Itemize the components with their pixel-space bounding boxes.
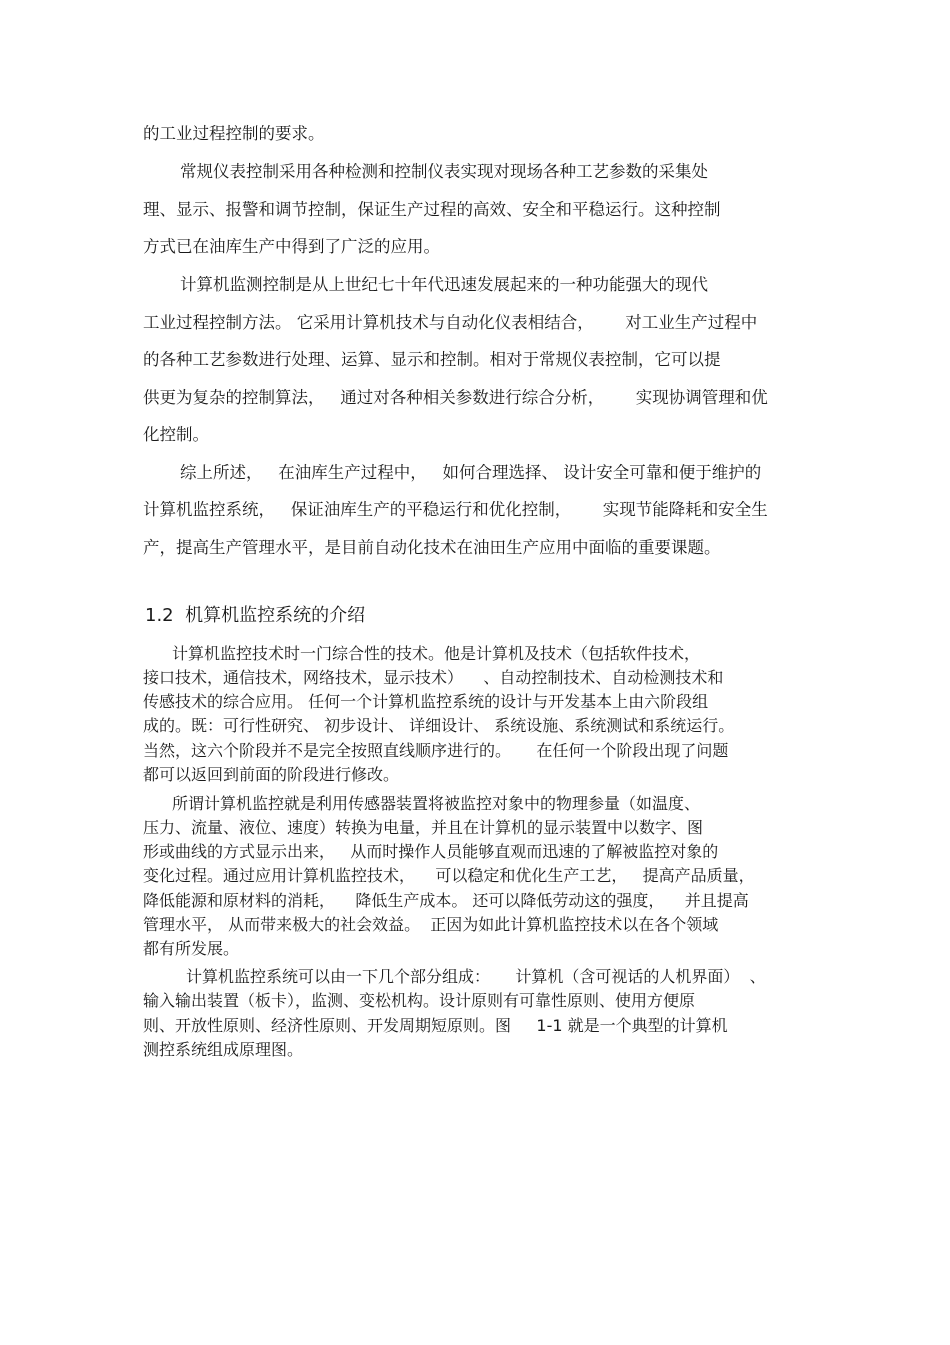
paragraph-line: 方式已在油库生产中得到了广泛的应用。 — [143, 237, 440, 256]
paragraph-line: 常规仪表控制采用各种检测和控制仪表实现对现场各种工艺参数的采集处 — [180, 162, 708, 181]
paragraph-line: 计算机监控系统， 保证油库生产的平稳运行和优化控制， 实现节能降耗和安全生 — [143, 500, 768, 519]
paragraph-line: 管理水平， 从而带来极大的社会效益。 正因为如此计算机监控技术以在各个领域 — [143, 915, 719, 934]
paragraph-line: 接口技术，通信技术，网络技术，显示技术） 、自动控制技术、自动检测技术和 — [143, 668, 724, 687]
paragraph-line: 成的。既：可行性研究、 初步设计、 详细设计、 系统设施、系统测试和系统运行。 — [143, 716, 735, 735]
paragraph-line: 供更为复杂的控制算法， 通过对各种相关参数进行综合分析， 实现协调管理和优 — [143, 388, 768, 407]
paragraph-line: 理、显示、报警和调节控制，保证生产过程的高效、安全和平稳运行。这种控制 — [143, 200, 721, 219]
paragraph-line: 计算机监控技术时一门综合性的技术。他是计算机及技术（包括软件技术， — [172, 644, 701, 663]
paragraph-line: 形或曲线的方式显示出来， 从而时操作人员能够直观而迅速的了解被监控对象的 — [143, 842, 719, 861]
paragraph-line: 所谓计算机监控就是利用传感器装置将被监控对象中的物理参量（如温度、 — [172, 794, 701, 813]
paragraph-line: 变化过程。通过应用计算机监控技术， 可以稳定和优化生产工艺， 提高产品质量， — [143, 866, 755, 885]
paragraph-line: 都可以返回到前面的阶段进行修改。 — [143, 765, 400, 784]
paragraph-line: 的工业过程控制的要求。 — [143, 124, 325, 143]
paragraph-line: 输入输出装置（板卡），监测、变松机构。设计原则有可靠性原则、使用方便原 — [143, 991, 696, 1010]
paragraph-line: 计算机监控系统可以由一下几个部分组成： 计算机（含可视话的人机界面） 、 — [186, 967, 766, 986]
paragraph-line: 传感技术的综合应用。 任何一个计算机监控系统的设计与开发基本上由六阶段组 — [143, 692, 709, 711]
paragraph-line: 当然，这六个阶段并不是完全按照直线顺序进行的。 在任何一个阶段出现了问题 — [143, 741, 729, 760]
paragraph-line: 测控系统组成原理图。 — [143, 1040, 304, 1059]
paragraph-line: 产，提高生产管理水平，是目前自动化技术在油田生产应用中面临的重要课题。 — [143, 538, 721, 557]
paragraph-line: 都有所发展。 — [143, 939, 240, 958]
paragraph-line: 则、开放性原则、经济性原则、开发周期短原则。图 1-1 就是一个典型的计算机 — [143, 1016, 728, 1035]
paragraph-line: 化控制。 — [143, 425, 209, 444]
paragraph-line: 工业过程控制方法。 它采用计算机技术与自动化仪表相结合， 对工业生产过程中 — [143, 313, 758, 332]
paragraph-line: 降低能源和原材料的消耗， 降低生产成本。 还可以降低劳动这的强度， 并且提高 — [143, 891, 749, 910]
paragraph-line: 压力、流量、液位、速度）转换为电量，并且在计算机的显示装置中以数字、图 — [143, 818, 704, 837]
paragraph-line: 计算机监测控制是从上世纪七十年代迅速发展起来的一种功能强大的现代 — [180, 275, 708, 294]
paragraph-line: 的各种工艺参数进行处理、运算、显示和控制。相对于常规仪表控制，它可以提 — [143, 350, 721, 369]
section-heading: 1.2 机算机监控系统的介绍 — [145, 605, 366, 626]
paragraph-line: 综上所述， 在油库生产过程中， 如何合理选择、 设计安全可靠和便于维护的 — [180, 463, 762, 482]
